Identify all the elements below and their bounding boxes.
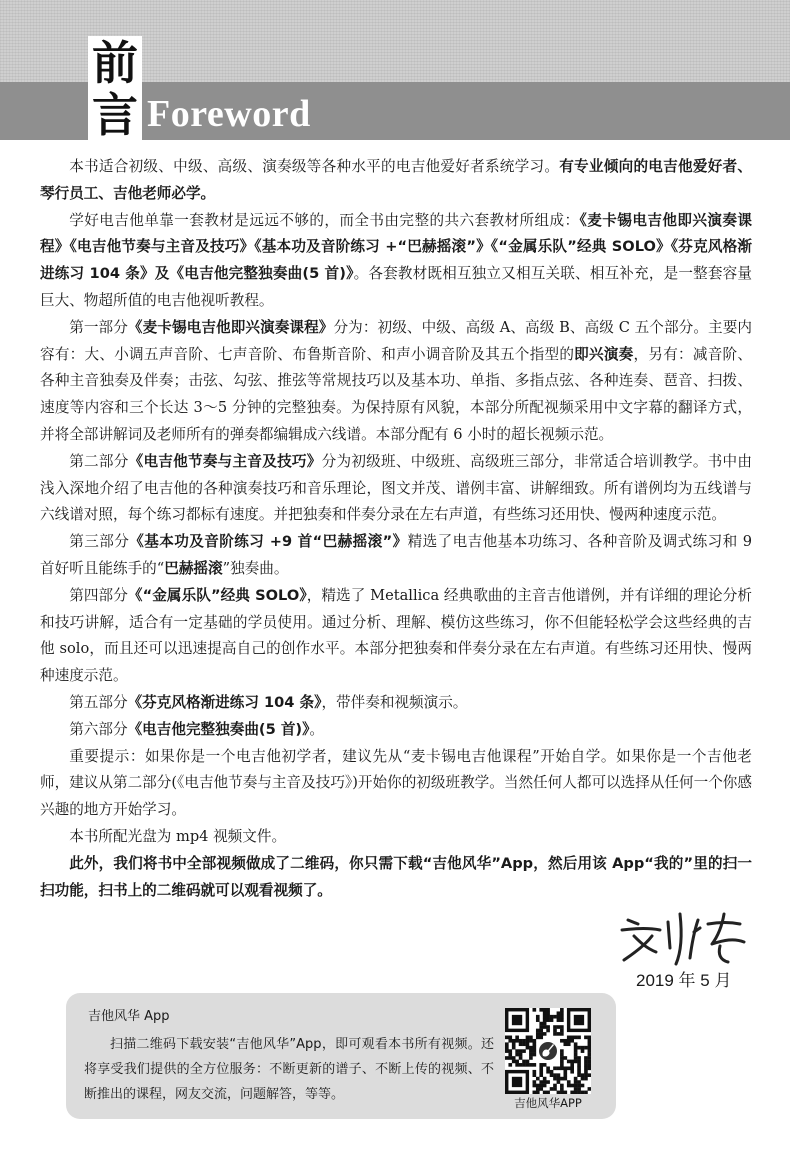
- qr-module: [553, 1032, 557, 1036]
- body-text: 第五部分: [69, 693, 128, 711]
- qr-module: [529, 1049, 533, 1053]
- qr-module: [526, 1063, 530, 1067]
- qr-module: [570, 1039, 574, 1043]
- qr-module: [577, 1084, 581, 1088]
- qr-module: [536, 1018, 540, 1022]
- qr-module: [529, 1039, 533, 1043]
- qr-module: [563, 1073, 567, 1077]
- qr-module: [584, 1056, 588, 1060]
- qr-module: [526, 1060, 530, 1064]
- qr-module: [543, 1084, 547, 1088]
- qr-module: [570, 1063, 574, 1067]
- qr-module: [588, 1063, 591, 1067]
- qr-module: [557, 1077, 561, 1081]
- qr-module: [588, 1053, 591, 1057]
- qr-module: [563, 1077, 567, 1081]
- qr-module: [546, 1018, 550, 1022]
- qr-module: [574, 1080, 578, 1084]
- qr-module: [539, 1080, 543, 1084]
- qr-module: [567, 1080, 571, 1084]
- qr-module: [533, 1053, 537, 1057]
- body-paragraph: [40, 449, 752, 529]
- qr-module: [515, 1036, 519, 1040]
- qr-module: [539, 1063, 543, 1067]
- qr-module: [560, 1063, 564, 1067]
- bold-text: 巴赫摇滚: [164, 559, 223, 577]
- qr-module: [519, 1063, 523, 1067]
- qr-module: [543, 1032, 547, 1036]
- qr-module: [539, 1029, 543, 1033]
- body-text: 重要提示：如果你是一个电吉他初学者，建议先从“麦卡锡电吉他课程”开始自学。如果你是一个吉他老师，建议从第二部分(《电吉他节奏与主音及技巧》)开始你的初级班教学。当然任何人都可以选择从任何一个你感兴趣的地方开始学习。: [40, 747, 752, 819]
- qr-module: [508, 1056, 512, 1060]
- qr-module: [508, 1036, 512, 1040]
- qr-module: [533, 1008, 537, 1012]
- foreword-body: [40, 154, 752, 904]
- qr-finder-core: [574, 1015, 584, 1025]
- qr-module: [543, 1077, 547, 1081]
- body-text: 分为初级班、中级班、高级班三部分，非常适合培训教学。书中由浅入深地介绍了电吉他的各种演奏技巧和音乐理论，图文并茂、谱例丰富、讲解细致。所有谱例均为五线谱与六线谱对照，每个练习都标有速度。并把独奏和伴奏分录在左右声道，有些练习还用快、慢两种速度示范。: [40, 452, 752, 524]
- qr-module: [574, 1087, 578, 1091]
- body-text: 学好电吉他单靠一套教材是远远不够的，而全书由完整的共六套教材所组成：: [69, 211, 580, 229]
- qr-module: [560, 1025, 564, 1029]
- qr-module: [577, 1056, 581, 1060]
- qr-module: [536, 1084, 540, 1088]
- qr-module: [512, 1042, 516, 1046]
- qr-module: [533, 1046, 537, 1050]
- qr-module: [584, 1046, 588, 1050]
- page-title-char-2: 言: [92, 88, 138, 142]
- qr-module: [505, 1036, 509, 1040]
- body-text: 。: [309, 720, 324, 738]
- qr-module: [567, 1036, 571, 1040]
- qr-module: [563, 1070, 567, 1074]
- qr-module: [577, 1070, 581, 1074]
- qr-module: [505, 1056, 509, 1060]
- qr-module: [508, 1063, 512, 1067]
- qr-module: [581, 1091, 585, 1094]
- bold-text: 即兴演奏: [574, 345, 634, 363]
- qr-module: [539, 1032, 543, 1036]
- qr-module: [570, 1036, 574, 1040]
- bold-text: 《麦卡锡电吉他即兴演奏课程》: [127, 318, 334, 336]
- qr-module: [560, 1053, 564, 1057]
- qr-module: [505, 1042, 509, 1046]
- qr-module: [567, 1042, 571, 1046]
- qr-code[interactable]: [505, 1008, 591, 1094]
- qr-module: [512, 1046, 516, 1050]
- body-text: 本书适合初级、中级、高级、演奏级等各种水平的电吉他爱好者系统学习。: [69, 158, 560, 175]
- qr-module: [553, 1084, 557, 1088]
- qr-module: [584, 1070, 588, 1074]
- qr-module: [536, 1077, 540, 1081]
- bold-text: 有专业倾向的电吉他爱好者、琴行员工、吉他老师必学。: [40, 158, 752, 202]
- qr-module: [515, 1053, 519, 1057]
- qr-module: [560, 1015, 564, 1019]
- body-text: ，精选了 Metallica 经典歌曲的主音吉他谱例，并有详细的理论分析和技巧讲解，适合有一定基础的学员使用。通过分析、理解、模仿这些练习，你不但能轻松学会这些经典的吉他 solo，而且还可以迅速提高自己的创作水平。本部分把独奏和伴奏分录在左右声道。有些练习还用快、慢两种速度示范。: [40, 586, 752, 685]
- qr-module: [560, 1087, 564, 1091]
- qr-module: [522, 1039, 526, 1043]
- body-paragraph: [40, 851, 752, 905]
- qr-module: [563, 1056, 567, 1060]
- qr-module: [546, 1091, 550, 1094]
- qr-module: [570, 1060, 574, 1064]
- body-text: 精选了电吉他基本功练习、各种音阶及调式练习和 9 首好听且能练手的“: [40, 533, 752, 577]
- qr-module: [529, 1063, 533, 1067]
- qr-module: [560, 1091, 564, 1094]
- signature: [616, 902, 756, 972]
- qr-module: [550, 1073, 554, 1077]
- body-text: ”独奏曲。: [222, 559, 289, 577]
- qr-module: [588, 1087, 591, 1091]
- body-text: 第四部分: [69, 586, 128, 604]
- qr-module: [557, 1080, 561, 1084]
- qr-module: [574, 1046, 578, 1050]
- qr-module: [546, 1080, 550, 1084]
- qr-module: [570, 1091, 574, 1094]
- qr-module: [539, 1025, 543, 1029]
- qr-module: [550, 1015, 554, 1019]
- qr-module: [553, 1029, 557, 1033]
- qr-module: [581, 1046, 585, 1050]
- qr-module: [567, 1066, 571, 1070]
- qr-module: [560, 1011, 564, 1015]
- qr-module: [560, 1066, 564, 1070]
- qr-module: [536, 1036, 540, 1040]
- qr-module: [529, 1056, 533, 1060]
- qr-module: [588, 1036, 591, 1040]
- date: 2019 年 5 月: [636, 971, 732, 990]
- qr-module: [543, 1011, 547, 1015]
- qr-finder-core: [512, 1077, 522, 1087]
- qr-module: [574, 1084, 578, 1088]
- qr-module: [581, 1073, 585, 1077]
- qr-module: [529, 1053, 533, 1057]
- qr-module: [560, 1039, 564, 1043]
- qr-module: [519, 1056, 523, 1060]
- qr-module: [553, 1025, 557, 1029]
- qr-module: [546, 1070, 550, 1074]
- qr-module: [567, 1084, 571, 1088]
- qr-module: [570, 1084, 574, 1088]
- qr-module: [574, 1036, 578, 1040]
- qr-module: [574, 1042, 578, 1046]
- qr-module: [560, 1008, 564, 1012]
- qr-module: [570, 1070, 574, 1074]
- qr-module: [536, 1015, 540, 1019]
- qr-module: [508, 1039, 512, 1043]
- qr-module: [560, 1084, 564, 1088]
- qr-module: [522, 1060, 526, 1064]
- qr-module: [563, 1042, 567, 1046]
- qr-module: [529, 1046, 533, 1050]
- qr-module: [515, 1039, 519, 1043]
- body-paragraph: [40, 690, 752, 717]
- qr-module: [533, 1070, 537, 1074]
- qr-module: [546, 1011, 550, 1015]
- qr-module: [543, 1063, 547, 1067]
- qr-module: [526, 1046, 530, 1050]
- qr-module: [557, 1011, 561, 1015]
- qr-module: [508, 1049, 512, 1053]
- bold-text: 此外，我们将书中全部视频做成了二维码，你只需下载“吉他风华”App，然后用该 App“我的”里的扫一扫功能，扫书上的二维码就可以观看视频了。: [40, 854, 752, 899]
- qr-module: [536, 1087, 540, 1091]
- qr-module: [519, 1049, 523, 1053]
- qr-module: [543, 1018, 547, 1022]
- qr-module: [557, 1032, 561, 1036]
- qr-module: [574, 1056, 578, 1060]
- qr-module: [557, 1018, 561, 1022]
- qr-module: [577, 1046, 581, 1050]
- qr-module: [588, 1039, 591, 1043]
- qr-module: [577, 1073, 581, 1077]
- qr-module: [560, 1056, 564, 1060]
- qr-module: [588, 1060, 591, 1064]
- bold-text: 《“金属乐队”经典 SOLO》: [127, 586, 307, 604]
- qr-module: [515, 1063, 519, 1067]
- qr-module: [584, 1077, 588, 1081]
- qr-module: [546, 1029, 550, 1033]
- qr-module: [529, 1036, 533, 1040]
- qr-module: [526, 1036, 530, 1040]
- qr-module: [533, 1042, 537, 1046]
- qr-module: [539, 1087, 543, 1091]
- bold-text: 《电吉他节奏与主音及技巧》: [128, 452, 322, 470]
- qr-module: [539, 1070, 543, 1074]
- qr-module: [577, 1060, 581, 1064]
- qr-module: [543, 1080, 547, 1084]
- qr-module: [550, 1087, 554, 1091]
- qr-module: [584, 1060, 588, 1064]
- qr-module: [533, 1084, 537, 1088]
- qr-module: [588, 1073, 591, 1077]
- qr-module: [543, 1015, 547, 1019]
- qr-module: [550, 1018, 554, 1022]
- qr-module: [533, 1063, 537, 1067]
- qr-module: [581, 1077, 585, 1081]
- promo-title: 吉他风华 App: [88, 1009, 170, 1024]
- qr-module: [550, 1070, 554, 1074]
- qr-module: [584, 1063, 588, 1067]
- qr-module: [543, 1025, 547, 1029]
- qr-module: [557, 1015, 561, 1019]
- qr-module: [539, 1036, 543, 1040]
- body-text: ，带伴奏和视频演示。: [321, 693, 468, 711]
- qr-module: [588, 1066, 591, 1070]
- body-paragraph: [40, 824, 752, 851]
- qr-module: [560, 1018, 564, 1022]
- promo-paragraph: 扫描二维码下载安装“吉他风华”App，即可观看本书所有视频。还将享受我们提供的全方位服务：不断更新的谱子、不断上传的视频、不断推出的课程，网友交流，问题解答，等等。: [84, 1037, 494, 1102]
- qr-module: [546, 1008, 550, 1012]
- qr-module: [522, 1063, 526, 1067]
- qr-module: [584, 1066, 588, 1070]
- qr-module: [519, 1053, 523, 1057]
- qr-module: [588, 1056, 591, 1060]
- body-paragraph: [40, 154, 752, 208]
- qr-finder-core: [512, 1015, 522, 1025]
- qr-module: [543, 1022, 547, 1026]
- qr-module: [539, 1022, 543, 1026]
- qr-module: [553, 1066, 557, 1070]
- qr-module: [570, 1066, 574, 1070]
- qr-module: [588, 1046, 591, 1050]
- qr-module: [557, 1066, 561, 1070]
- qr-module: [515, 1049, 519, 1053]
- qr-module: [560, 1049, 564, 1053]
- qr-module: [536, 1091, 540, 1094]
- qr-module: [505, 1046, 509, 1050]
- qr-module: [522, 1049, 526, 1053]
- qr-module: [581, 1049, 585, 1053]
- qr-module: [519, 1042, 523, 1046]
- qr-module: [567, 1060, 571, 1064]
- qr-module: [512, 1039, 516, 1043]
- qr-module: [577, 1091, 581, 1094]
- qr-module: [557, 1073, 561, 1077]
- qr-module: [574, 1091, 578, 1094]
- qr-module: [539, 1073, 543, 1077]
- qr-module: [508, 1053, 512, 1057]
- qr-module: [512, 1060, 516, 1064]
- qr-module: [588, 1042, 591, 1046]
- bold-text: 《芬克风格渐进练习 104 条》: [127, 693, 322, 711]
- qr-module: [515, 1060, 519, 1064]
- qr-module: [553, 1077, 557, 1081]
- qr-module: [546, 1015, 550, 1019]
- body-paragraph: [40, 315, 752, 449]
- body-paragraph: [40, 583, 752, 690]
- qr-module: [553, 1073, 557, 1077]
- body-text: ，另有：减音阶、各种主音独奏及伴奏；击弦、勾弦、推弦等常规技巧以及基本功、单指、多指点弦、各种连奏、琶音、扫拨、速度等内容和三个长达 3～5 分钟的完整独奏。为保持原有风貌，本部分所配视频采用中文字幕的翻译方式，并将全部讲解词及老师所有的弹奏都编辑成六线谱。本部分配有 6 小时的超长视频示范。: [40, 345, 752, 443]
- qr-module: [560, 1032, 564, 1036]
- qr-module: [543, 1008, 547, 1012]
- qr-module: [563, 1039, 567, 1043]
- qr-module: [577, 1087, 581, 1091]
- qr-module: [584, 1091, 588, 1094]
- qr-module: [584, 1073, 588, 1077]
- qr-module: [519, 1039, 523, 1043]
- page-title-char-1: 前: [92, 36, 138, 90]
- body-text: 第二部分: [69, 452, 129, 470]
- body-text: 第三部分: [69, 533, 130, 551]
- qr-module: [533, 1073, 537, 1077]
- qr-module: [560, 1029, 564, 1033]
- qr-module: [536, 1032, 540, 1036]
- bold-text: 《麦卡锡电吉他即兴演奏课程》《电吉他节奏与主音及技巧》《基本功及音阶练习 +“巴赫摇滚”》《“金属乐队”经典 SOLO》《芬克风格渐进练习 104 条》及《电吉他完整独奏曲(5 首)》: [40, 211, 752, 283]
- qr-module: [584, 1036, 588, 1040]
- qr-module: [526, 1039, 530, 1043]
- qr-module: [533, 1091, 537, 1094]
- body-paragraph: [40, 208, 752, 315]
- qr-module: [574, 1060, 578, 1064]
- qr-module: [577, 1066, 581, 1070]
- qr-module: [557, 1025, 561, 1029]
- body-text: 分为：初级、中级、高级 A、高级 B、高级 C 五个部分。主要内容有：大、小调五声音阶、七声音阶、布鲁斯音阶、和声小调音阶及其五个指型的: [40, 318, 752, 363]
- qr-module: [567, 1039, 571, 1043]
- qr-caption: 吉他风华APP: [514, 1096, 582, 1110]
- page-title-english: Foreword: [147, 93, 311, 135]
- qr-module: [526, 1042, 530, 1046]
- qr-module: [560, 1060, 564, 1064]
- qr-module: [505, 1049, 509, 1053]
- qr-module: [577, 1080, 581, 1084]
- qr-module: [577, 1036, 581, 1040]
- qr-module: [574, 1049, 578, 1053]
- qr-module: [546, 1066, 550, 1070]
- qr-module: [563, 1066, 567, 1070]
- body-paragraph: [40, 529, 752, 583]
- qr-module: [553, 1015, 557, 1019]
- qr-module: [533, 1049, 537, 1053]
- bold-text: 《基本功及音阶练习 +9 首“巴赫摇滚”》: [129, 533, 408, 551]
- qr-module: [533, 1039, 537, 1043]
- body-paragraph: [40, 717, 752, 744]
- qr-module: [560, 1077, 564, 1081]
- qr-module: [539, 1008, 543, 1012]
- qr-module: [539, 1084, 543, 1088]
- qr-module: [574, 1053, 578, 1057]
- qr-module: [543, 1091, 547, 1094]
- body-text: 本书所配光盘为 mp4 视频文件。: [69, 827, 287, 845]
- body-text: 第一部分: [69, 318, 128, 336]
- bold-text: 《电吉他完整独奏曲(5 首)》: [127, 720, 310, 738]
- qr-module: [588, 1049, 591, 1053]
- qr-module: [546, 1025, 550, 1029]
- qr-module: [581, 1084, 585, 1088]
- qr-module: [574, 1077, 578, 1081]
- qr-module: [557, 1091, 561, 1094]
- qr-module: [553, 1087, 557, 1091]
- qr-module: [539, 1066, 543, 1070]
- qr-module: [512, 1056, 516, 1060]
- body-text: 。各套教材既相互独立又相互关联、相互补充，是一整套容量巨大、物超所值的电吉他视听教程。: [40, 265, 752, 309]
- qr-module: [563, 1091, 567, 1094]
- promo-text: [84, 1032, 494, 1107]
- qr-module: [522, 1042, 526, 1046]
- qr-module: [577, 1063, 581, 1067]
- body-paragraph: [40, 744, 752, 824]
- qr-module: [536, 1029, 540, 1033]
- qr-module: [533, 1080, 537, 1084]
- body-text: 第六部分: [69, 720, 128, 738]
